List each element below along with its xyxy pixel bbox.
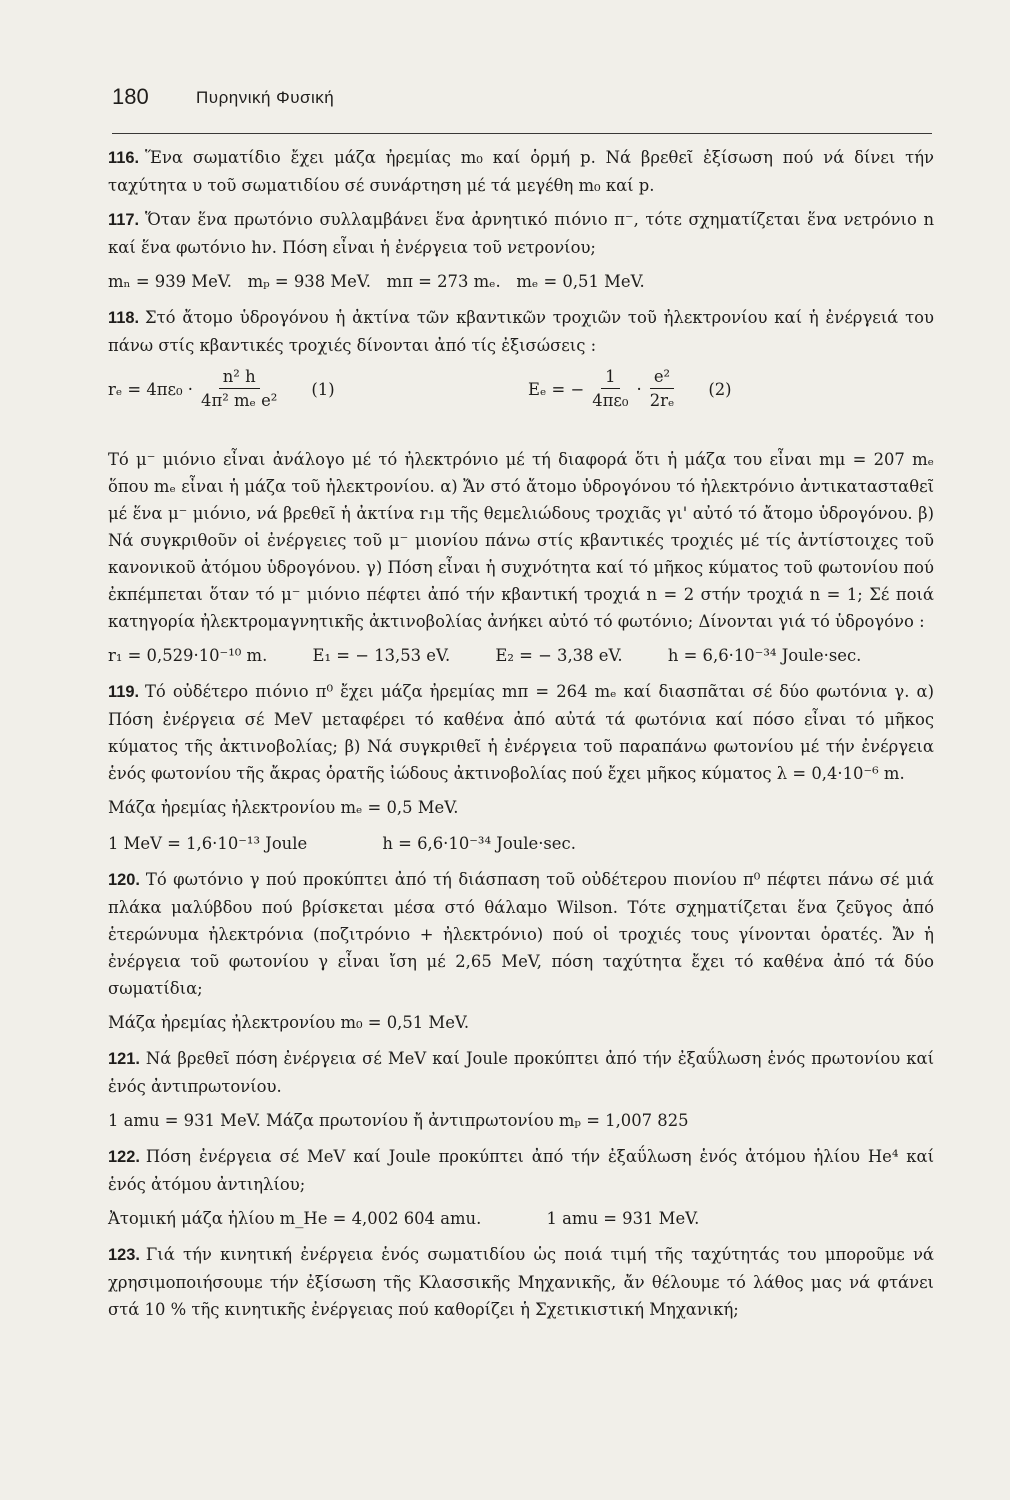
equation-2 xyxy=(528,366,732,413)
given-values xyxy=(108,268,934,295)
problem-number: 118. xyxy=(108,309,139,327)
given-value: E₂ = − 3,38 eV. xyxy=(495,646,623,665)
denominator: 2rₑ xyxy=(649,391,675,410)
problem-text: Γιά τήν κινητική ἐνέργεια ἑνός σωματιδίου ὡς ποιά τιμή τῆς ταχύτητάς του μποροῦμε νά χρησιμοποιήσουμε τήν ἐξίσωση τῆς Κλασσικῆς Μηχανικῆς, ἄν θέλουμε τό λάθος μας νά φτάνει στά 10 % τῆς κινητικῆς ἐνέργειας πού καθορίζει ἡ Σχετικιστική Μηχανική; xyxy=(108,1245,934,1319)
equation-number: (2) xyxy=(708,380,732,399)
header-rule xyxy=(112,133,932,134)
given-value: mₚ = 938 MeV. xyxy=(247,272,372,291)
problems-list xyxy=(108,144,934,1330)
given-line: Μάζα ἠρεμίας ἠλεκτρονίου m₀ = 0,51 MeV. xyxy=(108,1013,470,1032)
numerator: 1 xyxy=(601,366,619,389)
equation-lhs: rₑ = 4πε₀ · xyxy=(108,380,194,399)
fraction xyxy=(588,366,632,413)
given-value: mₑ = 0,51 MeV. xyxy=(516,272,645,291)
given-value: 1 MeV = 1,6·10⁻¹³ Joule xyxy=(108,834,308,853)
problem-118 xyxy=(108,304,934,359)
problem-number: 120. xyxy=(108,871,140,889)
given-line: Μάζα ἠρεμίας ἠλεκτρονίου mₑ = 0,5 MeV. xyxy=(108,798,459,817)
given-value: Ἀτομική μάζα ἡλίου m_He = 4,002 604 amu. xyxy=(108,1209,482,1228)
given-value: r₁ = 0,529·10⁻¹⁰ m. xyxy=(108,646,268,665)
given-line xyxy=(108,1205,934,1232)
fraction xyxy=(197,366,281,413)
problem-intro: Στό ἄτομο ὑδρογόνου ἡ ἀκτίνα τῶν κβαντικῶν τροχιῶν τοῦ ἠλεκτρονίου καί ἡ ἐνέργειά του πάνω στίς κβαντικές τροχιές δίνονται ἀπό τίς ἐξισώσεις : xyxy=(108,308,934,355)
problem-120 xyxy=(108,866,934,1002)
numerator: e² xyxy=(650,366,674,389)
given-value: E₁ = − 13,53 eV. xyxy=(312,646,451,665)
problem-text: Τό οὐδέτερο πιόνιο π⁰ ἔχει μάζα ἠρεμίας mπ = 264 mₑ καί διασπᾶται σέ δύο φωτόνια γ. α) Πόση ἐνέργεια σέ MeV μεταφέρει τό καθένα ἀπό αὐτά τά φωτόνια καί πόσο εἶναι τό μῆκος κύματος τῆς ἀκτινοβολίας; β) Νά συγκριθεῖ ἡ ἐνέργεια τοῦ παραπάνω φωτονίου μέ τήν ἐνέργεια ἑνός φωτονίου τῆς ἄκρας ὁρατῆς ἰώδους ἀκτινοβολίας πού ἔχει μῆκος κύματος λ = 0,4·10⁻⁶ m. xyxy=(108,682,934,783)
problem-122 xyxy=(108,1143,934,1198)
problem-123 xyxy=(108,1241,934,1323)
page-number: 180 xyxy=(112,84,149,109)
problem-119 xyxy=(108,678,934,787)
problem-text: Νά βρεθεῖ πόση ἐνέργεια σέ MeV καί Joule προκύπτει ἀπό τήν ἐξαΰλωση ἑνός πρωτονίου καί ἑνός ἀντιπρωτονίου. xyxy=(108,1049,934,1096)
problem-117 xyxy=(108,206,934,261)
given-line xyxy=(108,830,934,857)
problem-number: 123. xyxy=(108,1246,140,1264)
problem-118-body: Τό μ⁻ μιόνιο εἶναι ἀνάλογο μέ τό ἠλεκτρόνιο μέ τή διαφορά ὅτι ἡ μάζα του εἶναι mμ = 207 mₑ ὅπου mₑ εἶναι ἡ μάζα τοῦ ἠλεκτρονίου. α) Ἄν στό ἄτομο ὑδρογόνου τό ἠλεκτρόνιο ἀντικατασταθεῖ μέ ἕνα μ⁻ μιόνιο, νά βρεθεῖ ἡ ἀκτίνα r₁μ τῆς θεμελιώδους τροχιᾶς γι' αὐτό τό ἄτομο ὑδρογόνου. β) Νά συγκριθοῦν οἱ ἐνέργειες τοῦ μ⁻ μιονίου πάνω στίς κβαντικές τροχιές μέ τίς ἀντίστοιχες τοῦ κανονικοῦ ἀτόμου ὑδρογόνου. γ) Πόση εἶναι ἡ συχνότητα καί τό μῆκος κύματος τοῦ φωτονίου πού ἐκπέμπεται ὅταν τό μ⁻ μιόνιο πέφτει ἀπό τήν κβαντική τροχιά n = 2 στήν τροχιά n = 1; Σέ ποιά κατηγορία ἠλεκτρομαγνητικῆς ἀκτινοβολίας ἀνήκει αὐτό τό φωτόνιο; Δίνονται γιά τό ὑδρογόνο : xyxy=(108,450,934,631)
denominator: 4πε₀ xyxy=(592,391,629,410)
problem-number: 117. xyxy=(108,211,139,229)
given-values xyxy=(108,642,934,669)
equation-lhs: Eₑ = − xyxy=(528,380,585,399)
problem-text: Ἕνα σωματίδιο ἔχει μάζα ἠρεμίας m₀ καί ὁρμή p. Νά βρεθεῖ ἐξίσωση πού νά δίνει τήν ταχύτητα υ τοῦ σωματιδίου σέ συνάρτηση μέ τά μεγέθη m₀ καί p. xyxy=(108,148,934,195)
problem-116 xyxy=(108,144,934,199)
numerator: n² h xyxy=(219,366,260,389)
given-value: 1 amu = 931 MeV. xyxy=(546,1209,700,1228)
problem-text: Τό φωτόνιο γ πού προκύπτει ἀπό τή διάσπαση τοῦ οὐδέτερου πιονίου π⁰ πέφτει πάνω σέ μιά πλάκα μαλύβδου πού βρίσκεται μέσα στό θάλαμο Wilson. Τότε σχηματίζεται ἕνα ζεῦγος ἀπό ἑτερώνυμα ἠλεκτρόνια (ποζιτρόνιο + ἠλεκτρόνιο) πού οἱ τροχιές τους γίνονται ὁρατές. Ἄν ἡ ἐνέργεια τοῦ φωτονίου γ εἶναι ἴση μέ 2,65 MeV, πόση ταχύτητα ἔχει τό καθένα ἀπό τά δύο σωματίδια; xyxy=(108,870,934,998)
equation-1 xyxy=(108,366,335,413)
running-title: Πυρηνική Φυσική xyxy=(196,88,335,107)
problem-number: 121. xyxy=(108,1050,140,1068)
problem-number: 122. xyxy=(108,1148,140,1166)
problem-text: Πόση ἐνέργεια σέ MeV καί Joule προκύπτει ἀπό τήν ἐξαΰλωση ἑνός ἀτόμου ἡλίου He⁴ καί ἑνός ἀτόμου ἀντιηλίου; xyxy=(108,1147,934,1194)
problem-number: 119. xyxy=(108,683,139,701)
denominator: 4π² mₑ e² xyxy=(201,391,278,410)
problem-121 xyxy=(108,1045,934,1100)
equations xyxy=(108,366,934,436)
given-value: mπ = 273 mₑ. xyxy=(386,272,501,291)
fraction xyxy=(646,366,679,413)
problem-number: 116. xyxy=(108,149,139,167)
equation-number: (1) xyxy=(311,380,335,399)
dot-operator: · xyxy=(636,380,642,399)
given-line: 1 amu = 931 MeV. Μάζα πρωτονίου ἤ ἀντιπρωτονίου mₚ = 1,007 825 xyxy=(108,1111,689,1130)
problem-text: Ὅταν ἕνα πρωτόνιο συλλαμβάνει ἕνα ἀρνητικό πιόνιο π⁻, τότε σχηματίζεται ἕνα νετρόνιο n καί ἕνα φωτόνιο hν. Πόση εἶναι ἡ ἐνέργεια τοῦ νετρονίου; xyxy=(108,210,934,257)
given-value: h = 6,6·10⁻³⁴ Joule·sec. xyxy=(382,834,576,853)
given-value: h = 6,6·10⁻³⁴ Joule·sec. xyxy=(667,646,862,665)
page-header xyxy=(112,84,932,124)
given-value: mₙ = 939 MeV. xyxy=(108,272,232,291)
